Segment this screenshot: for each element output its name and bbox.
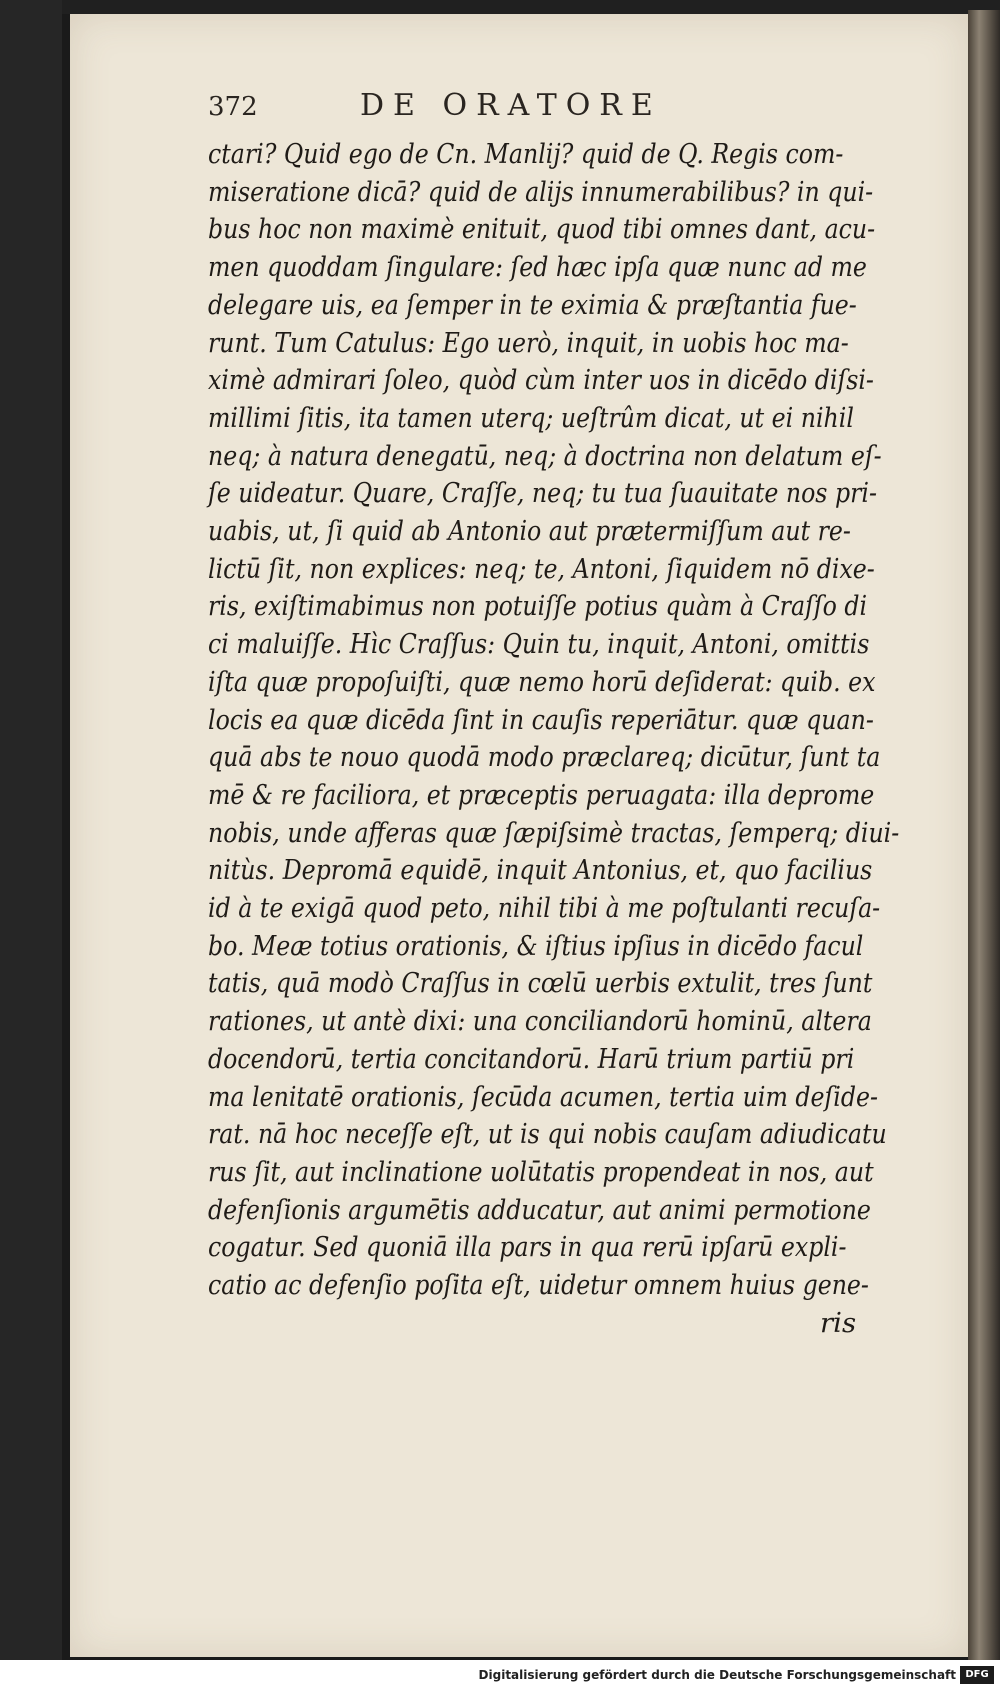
text-line: cogatur. Sed quoniā illa pars in qua rerū ipſarū expli- bbox=[208, 1231, 847, 1264]
text-line: defenſionis argumētis adducatur, aut animi permotione bbox=[208, 1193, 871, 1226]
text-line: iſta quæ propoſuiſti, quæ nemo horū deſiderat: quib. ex bbox=[208, 665, 876, 698]
scan-top-margin bbox=[62, 0, 1000, 14]
text-line: ma lenitatē orationis, ſecūda acumen, tertia uim deſide- bbox=[208, 1080, 879, 1113]
footer-bar bbox=[0, 1660, 1000, 1693]
catchword: ris bbox=[820, 1306, 857, 1339]
text-line: uabis, ut, ſi quid ab Antonio aut prætermiſſum aut re- bbox=[208, 515, 851, 548]
page-number: 372 bbox=[208, 92, 258, 122]
running-title: DE ORATORE bbox=[360, 88, 662, 123]
text-line: ci maluiſſe. Hìc Craſſus: Quin tu, inquit, Antoni, omittis bbox=[208, 628, 870, 661]
text-line: lictū ſit, non explices: neq; te, Antoni, ſiquidem nō dixe- bbox=[208, 552, 875, 585]
text-line: tatis, quā modò Craſſus in cœlū uerbis extulit, tres ſunt bbox=[208, 967, 873, 1000]
text-line: ris, exiſtimabimus non potuiſſe potius quàm à Craſſo di bbox=[208, 590, 868, 623]
page-header bbox=[208, 86, 768, 126]
text-line: ſe uideatur. Quare, Craſſe, neq; tu tua ſuauitate nos pri- bbox=[208, 477, 877, 510]
digitization-credit: Digitalisierung gefördert durch die Deutsche Forschungsgemeinschaft bbox=[478, 1668, 956, 1682]
text-line: mē & re faciliora, et præceptis peruagata: illa deprome bbox=[208, 778, 875, 811]
text-line: quā abs te nouo quodā modo præclareq; dicūtur, ſunt ta bbox=[208, 741, 881, 774]
text-line: rat. nā hoc neceſſe eſt, ut is qui nobis cauſam adiudicatu bbox=[208, 1118, 887, 1151]
text-line: docendorū, tertia concitandorū. Harū trium partiū pri bbox=[208, 1042, 855, 1075]
text-line: millimi ſitis, ita tamen uterq; ueſtrûm dicat, ut ei nihil bbox=[208, 401, 854, 434]
book-page-edges bbox=[968, 10, 1000, 1660]
text-line: runt. Tum Catulus: Ego uerò, inquit, in uobis hoc ma- bbox=[208, 326, 849, 359]
text-line: neq; à natura denegatū, neq; à doctrina non delatum eſ- bbox=[208, 439, 882, 472]
text-line: locis ea quæ dicēda ſint in cauſis reperiātur. quæ quan- bbox=[208, 703, 874, 736]
text-line: nitùs. Depromā equidē, inquit Antonius, et, quo facilius bbox=[208, 854, 873, 887]
text-line: men quoddam ſingulare: ſed hæc ipſa quæ nunc ad me bbox=[208, 251, 867, 284]
text-line: delegare uis, ea ſemper in te eximia & præſtantia fue- bbox=[208, 288, 857, 321]
text-line: nobis, unde afferas quæ ſæpiſsimè tractas, ſemperq; diui- bbox=[208, 816, 900, 849]
text-line: ximè admirari ſoleo, quòd cùm inter uos in dicēdo diſsi- bbox=[208, 364, 874, 397]
text-line: bo. Meæ totius orationis, & iſtius ipſius in dicēdo facul bbox=[208, 929, 864, 962]
text-line: bus hoc non maximè enituit, quod tibi omnes dant, acu- bbox=[208, 213, 876, 246]
text-line: id à te exigā quod peto, nihil tibi à me poſtulanti recuſa- bbox=[208, 892, 881, 925]
text-line: rus ſit, aut inclinatione uolūtatis propendeat in nos, aut bbox=[208, 1155, 874, 1188]
text-line: rationes, ut antè dixi: una conciliandorū hominū, altera bbox=[208, 1005, 872, 1038]
text-line: ctari? Quid ego de Cn. Manlij? quid de Q. Regis com- bbox=[208, 138, 844, 170]
scan-left-margin bbox=[0, 0, 62, 1660]
body-text bbox=[208, 136, 948, 1343]
text-line: miseratione dicā? quid de alijs innumerabilibus? in qui- bbox=[208, 175, 874, 208]
text-line: catio ac defenſio poſita eſt, uidetur omnem huius gene- bbox=[208, 1269, 869, 1302]
dfg-logo-icon: DFG bbox=[960, 1666, 994, 1684]
